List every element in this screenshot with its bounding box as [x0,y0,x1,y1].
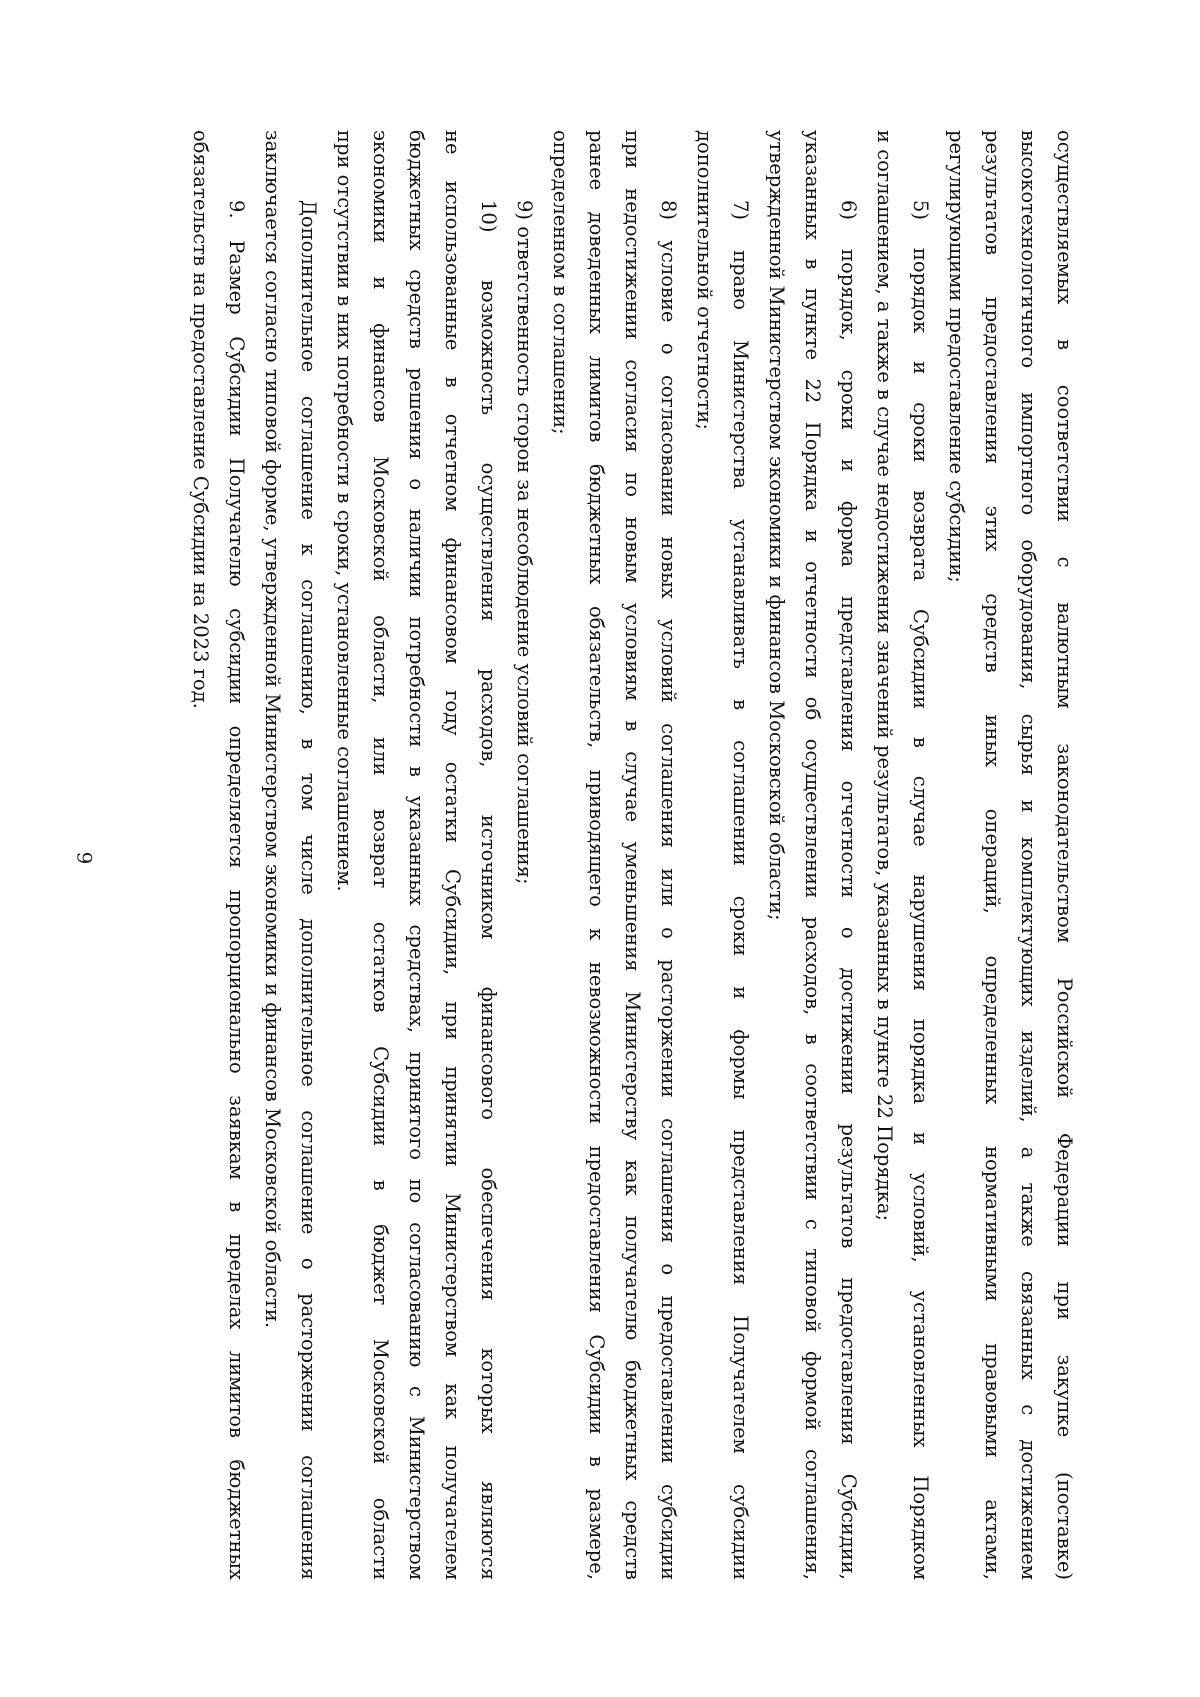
text-line: указанных в пункте 22 Порядка и отчетности об осуществлении расходов, в соответствии с типовой формой соглашения, [801,130,824,1580]
text-line: при недостижении согласия по новым условиям в случае уменьшения Министерству как получателю бюджетных средств [621,130,644,1580]
text-line: 9. Размер Субсидии Получателю субсидии определяется пропорционально заявкам в пределах лимитов бюджетных [225,200,248,1580]
page-number: 9 [72,851,97,865]
text-line: заключается согласно типовой форме, утвержденной Министерством экономики и финансов Московской области. [261,130,284,1329]
text-line: 7) право Министерства устанавливать в соглашении сроки и формы представления Получателем субсидии [729,200,752,1580]
text-line: высокотехнологичного импортного оборудования, сырья и комплектующих изделий, а также связанных с достижением [1017,130,1040,1580]
text-line: 10) возможность осуществления расходов, источником финансового обеспечения которых являются [477,200,500,1580]
text-line: дополнительной отчетности; [693,130,716,430]
text-line: не использованные в отчетном финансовом году остатки Субсидии, при принятии Министерством как получателем [441,130,464,1580]
text-line: ранее доведенных лимитов бюджетных обязательств, приводящего к невозможности предоставления Субсидии в размере, [585,130,608,1580]
text-line: регулирующими предоставление субсидии; [945,130,968,583]
text-line: экономики и финансов Московской области, или возврат остатков Субсидии в бюджет Московской области [369,130,392,1580]
text-line: осуществляемых в соответствии с валютным законодательством Российской Федерации при закупке (поставке) [1053,130,1076,1580]
text-line: 5) порядок и сроки возврата Субсидии в случае нарушения порядка и условий, установленных Порядком [909,200,932,1580]
text-line: обязательств на предоставление Субсидии на 2023 год. [189,130,212,709]
text-line: определенном в соглашении; [549,130,572,435]
text-line: бюджетных средств решения о наличии потребности в указанных средствах, принятого по согласованию с Министерством [405,130,428,1580]
text-line: и соглашением, а также в случае недостижения значений результатов, указанных в пункте 22 Порядка; [873,130,896,1222]
rotated-text-block [182,130,1082,1580]
text-line: при отсутствии в них потребности в сроки, установленные соглашением. [333,130,356,892]
text-line: утвержденной Министерством экономики и финансов Московской области; [765,130,788,921]
text-line: 9) ответственность сторон за несоблюдение условий соглашения; [513,200,536,885]
text-line: 8) условие о согласовании новых условий соглашения или о расторжении соглашения о предоставлении субсидии [657,200,680,1580]
text-line: Дополнительное соглашение к соглашению, в том числе дополнительное соглашение о расторжении соглашения [297,200,320,1580]
text-line: 6) порядок, сроки и форма представления отчетности о достижении результатов предоставления Субсидии, [837,200,860,1580]
text-line: результатов предоставления этих средств иных операций, определенных нормативными правовыми актами, [981,130,1004,1580]
